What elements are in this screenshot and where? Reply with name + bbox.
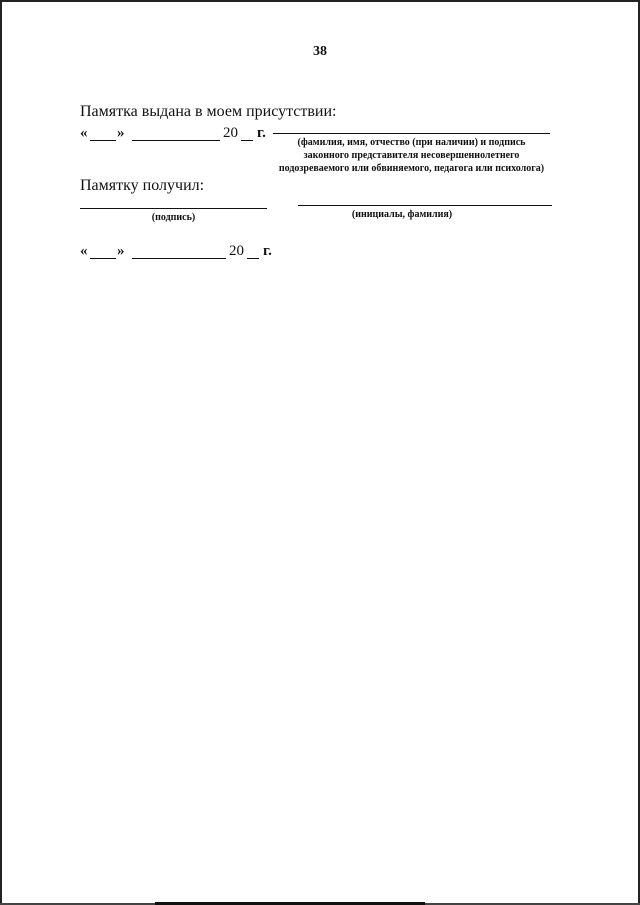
caption-line-3: подозреваемого или обвиняемого, педагога или психолога) — [278, 163, 545, 174]
recipient-signature-caption: (подпись) — [151, 212, 196, 223]
page-border-top — [0, 0, 640, 2]
date-close-quote: » — [117, 125, 125, 141]
representative-signature-caption — [273, 136, 550, 175]
year-suffix-2: г. — [263, 243, 272, 259]
recipient-name-caption: (инициалы, фамилия) — [351, 209, 453, 220]
day-blank-2[interactable] — [90, 258, 116, 259]
caption-line-1: (фамилия, имя, отчество (при наличии) и подпись — [297, 137, 526, 148]
year-prefix: 20 — [223, 125, 238, 141]
date-open-quote-2: « — [80, 243, 88, 259]
date-close-quote-2: » — [117, 243, 125, 259]
day-blank[interactable] — [90, 140, 116, 141]
month-blank-2[interactable] — [132, 258, 226, 259]
page-border-left — [0, 0, 2, 905]
caption-line-2: законного представителя несовершеннолетнего — [303, 150, 520, 161]
recipient-signature-line[interactable] — [80, 208, 267, 209]
issued-heading: Памятка выдана в моем присутствии: — [80, 103, 337, 120]
year-suffix: г. — [257, 125, 266, 141]
year-prefix-2: 20 — [229, 243, 244, 259]
received-heading: Памятку получил: — [80, 177, 205, 194]
month-blank[interactable] — [132, 140, 220, 141]
representative-signature-line[interactable] — [273, 133, 550, 134]
recipient-name-line[interactable] — [298, 205, 552, 206]
year-blank-2[interactable] — [247, 258, 259, 259]
year-blank[interactable] — [241, 140, 253, 141]
page-number: 38 — [313, 44, 327, 59]
date-open-quote: « — [80, 125, 88, 141]
